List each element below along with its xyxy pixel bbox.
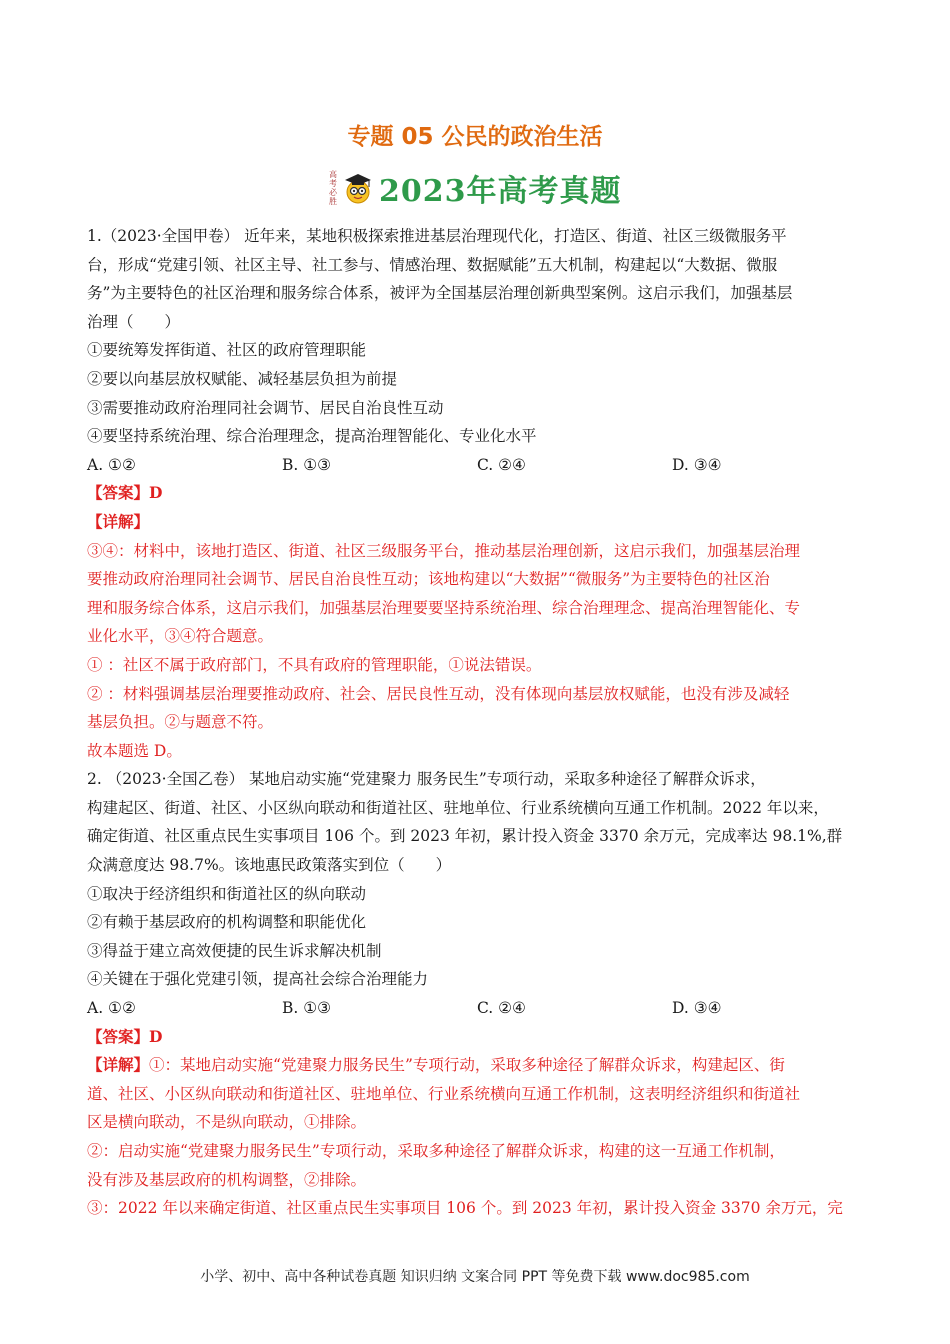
page-title: 专题 05 公民的政治生活	[347, 124, 603, 150]
question-stem-line: 众满意度达 98.7%。该地惠民政策落实到位（ ）	[87, 856, 452, 875]
question-stem-line: 1.（2023·全国甲卷） 近年来，某地积极探索推进基层治理现代化，打造区、街道、社区三级微服务平	[87, 227, 787, 245]
answer-label: 【答案】D	[87, 483, 163, 503]
option-b: B. ①③	[282, 455, 332, 474]
graduate-mascot-icon	[341, 171, 375, 205]
explanation-line: 要推动政府治理同社会调节、居民自治良性互动；该地构建以“大数据”“微服务”为主要特色的社区治	[87, 570, 770, 589]
question-stem-line: 确定街道、社区重点民生实事项目 106 个。到 2023 年初，累计投入资金 3370 余万元，完成率达 98.1%,群	[87, 827, 843, 846]
footer-ad-text: 小学、初中、高中各种试卷真题 知识归纳 文案合同 PPT 等免费下载 www.doc985.com	[200, 1269, 750, 1285]
conclusion-line: 故本题选 D。	[87, 741, 182, 760]
statement-item: ①取决于经济组织和街道社区的纵向联动	[87, 884, 367, 903]
explanation-line: ① ：社区不属于政府部门，不具有政府的管理职能，①说法错误。	[87, 655, 542, 674]
question-stem-line: 2. （2023·全国乙卷） 某地启动实施“党建聚力 服务民生”专项行动，采取多种途径了解群众诉求，	[87, 770, 766, 789]
question-stem-line: 务”为主要特色的社区治理和服务综合体系，被评为全国基层治理创新典型案例。这启示我们，加强基层	[87, 284, 793, 303]
explanation-line: 业化水平，③④符合题意。	[87, 627, 274, 646]
option-d: D. ③④	[672, 999, 722, 1018]
explanation-line: 道、社区、小区纵向联动和街道社区、驻地单位、行业系统横向互通工作机制，这表明经济组织和街道社	[87, 1084, 801, 1103]
question-1	[87, 222, 867, 765]
answer-options	[87, 451, 867, 480]
explanation-line: 没有涉及基层政府的机构调整，②排除。	[87, 1170, 367, 1189]
statement-item: ③得益于建立高效便捷的民生诉求解决机制	[87, 941, 382, 960]
exam-banner	[0, 164, 950, 212]
question-stem-line: 构建起区、街道、社区、小区纵向联动和街道社区、驻地单位、行业系统横向互通工作机制。2022 年以来，	[87, 798, 829, 817]
statement-item: ②有赖于基层政府的机构调整和职能优化	[87, 913, 367, 932]
explanation-line: ③④：材料中，该地打造区、街道、社区三级服务平台，推动基层治理创新，这启示我们，加强基层治理	[87, 541, 801, 560]
answer-label: 【答案】D	[87, 1026, 163, 1046]
detail-label: 【详解】	[87, 1055, 150, 1075]
statement-item: ③需要推动政府治理同社会调节、居民自治良性互动	[87, 398, 444, 417]
option-d: D. ③④	[672, 455, 722, 474]
explanation-line: 区是横向联动，不是纵向联动，①排除。	[87, 1113, 367, 1132]
option-b: B. ①③	[282, 999, 332, 1018]
banner-vertical-tag: 高考必胜	[329, 170, 337, 206]
explanation-line: ②：启动实施“党建聚力服务民生”专项行动，采取多种途径了解群众诉求，构建的这一互通工作机制，	[87, 1142, 785, 1160]
answer-options	[87, 994, 867, 1023]
explanation-line: 理和服务综合体系，这启示我们，加强基层治理要要坚持系统治理、综合治理理念、提高治理智能化、专	[87, 598, 801, 617]
explanation-line: ② ：材料强调基层治理要推动政府、社会、居民良性互动，没有体现向基层放权赋能，也没有涉及减轻	[87, 684, 790, 703]
detail-label: 【详解】	[87, 511, 150, 531]
option-c: C. ②④	[477, 455, 526, 474]
option-a: A. ①②	[87, 999, 136, 1018]
statement-item: ④关键在于强化党建引领，提高社会综合治理能力	[87, 970, 429, 989]
explanation-line: 基层负担。②与题意不符。	[87, 713, 274, 732]
question-stem-line: 台，形成“党建引领、社区主导、社工参与、情感治理、数据赋能”五大机制，构建起以“大数据、微服	[87, 255, 778, 274]
explanation-line: ③：2022 年以来确定街道、社区重点民生实事项目 106 个。到 2023 年初，累计投入资金 3370 余万元，完	[87, 1199, 843, 1218]
option-c: C. ②④	[477, 999, 526, 1018]
statement-item: ②要以向基层放权赋能、减轻基层负担为前提	[87, 369, 398, 388]
document-body	[87, 222, 867, 1223]
explanation-text: ①：某地启动实施“党建聚力服务民生”专项行动，采取多种途径了解群众诉求，构建起区、街	[149, 1056, 785, 1075]
statement-item: ④要坚持系统治理、综合治理理念，提高治理智能化、专业化水平	[87, 427, 537, 446]
explanation-first-line	[87, 1051, 867, 1080]
statement-item: ①要统筹发挥街道、社区的政府管理职能	[87, 341, 367, 360]
banner-title: 2023年高考真题	[379, 174, 622, 209]
question-stem-line: 治理（ ）	[87, 312, 181, 331]
question-2	[87, 765, 867, 1223]
option-a: A. ①②	[87, 455, 136, 474]
